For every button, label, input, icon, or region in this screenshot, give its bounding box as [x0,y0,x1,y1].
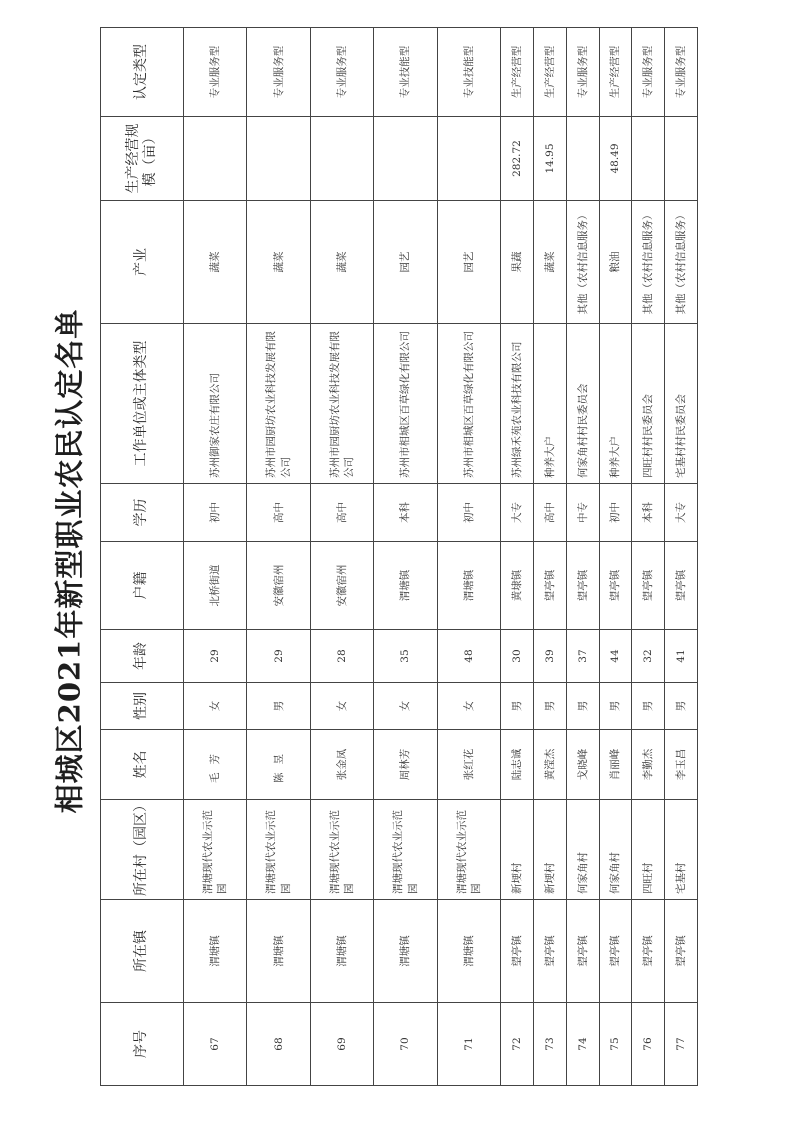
organization-cell: 苏州御家农庄有限公司 [184,324,247,484]
gender-cell: 男 [247,683,310,730]
type-cell: 生产经营型 [533,28,566,117]
education-cell: 高中 [533,484,566,542]
row-number: 73 [533,1003,566,1086]
name-cell: 李勤杰 [632,730,665,800]
industry-cell: 园艺 [437,201,500,324]
organization-cell: 苏州市相城区百草绿化有限公司 [374,324,437,484]
industry-cell: 园艺 [374,201,437,324]
age-cell: 48 [437,630,500,683]
name-cell: 黄滢杰 [533,730,566,800]
industry-cell: 果蔬 [501,201,534,324]
row-number: 77 [665,1003,698,1086]
header-cell: 序号 [101,1003,184,1086]
header-cell: 年龄 [101,630,184,683]
organization-cell: 苏州市园厨坊农业科技发展有限公司 [310,324,373,484]
header-cell: 认定类型 [101,28,184,117]
age-cell: 44 [599,630,632,683]
age-cell: 29 [247,630,310,683]
name-cell: 毛芳 [184,730,247,800]
table-row [501,28,534,1086]
organization-cell: 苏州市园厨坊农业科技发展有限公司 [247,324,310,484]
hukou-cell: 黄埭镇 [501,542,534,630]
roster-table [100,27,698,1086]
gender-cell: 男 [632,683,665,730]
town-cell: 望亭镇 [599,900,632,1003]
header-cell: 生产经营规模（亩） [101,117,184,201]
age-cell: 35 [374,630,437,683]
type-cell: 生产经营型 [599,28,632,117]
row-number: 72 [501,1003,534,1086]
education-cell: 初中 [437,484,500,542]
name-cell: 张金凤 [310,730,373,800]
town-cell: 望亭镇 [632,900,665,1003]
age-cell: 29 [184,630,247,683]
town-cell: 望亭镇 [533,900,566,1003]
row-number: 71 [437,1003,500,1086]
table-row [566,28,599,1086]
hukou-cell: 渭塘镇 [374,542,437,630]
village-cell: 新埂村 [501,800,534,900]
village-cell: 何家角村 [599,800,632,900]
industry-cell: 蔬菜 [184,201,247,324]
type-cell: 专业服务型 [665,28,698,117]
hukou-cell: 望亭镇 [599,542,632,630]
header-cell: 所在镇 [101,900,184,1003]
education-cell: 高中 [247,484,310,542]
age-cell: 37 [566,630,599,683]
education-cell: 本科 [632,484,665,542]
gender-cell: 女 [310,683,373,730]
type-cell: 专业服务型 [184,28,247,117]
name-cell: 肖丽峰 [599,730,632,800]
type-cell: 专业技能型 [437,28,500,117]
row-number: 75 [599,1003,632,1086]
education-cell: 高中 [310,484,373,542]
page-title: 相城区2021年新型职业农民认定名单 [52,308,87,814]
hukou-cell: 北桥街道 [184,542,247,630]
header-cell: 性别 [101,683,184,730]
scale-cell [665,117,698,201]
age-cell: 39 [533,630,566,683]
scale-cell [632,117,665,201]
gender-cell: 男 [533,683,566,730]
industry-cell: 其他（农村信息服务） [566,201,599,324]
row-number: 69 [310,1003,373,1086]
gender-cell: 男 [665,683,698,730]
town-cell: 渭塘镇 [374,900,437,1003]
education-cell: 大专 [665,484,698,542]
type-cell: 专业技能型 [374,28,437,117]
table-row [665,28,698,1086]
industry-cell: 蔬菜 [247,201,310,324]
village-cell: 宅基村 [665,800,698,900]
scale-cell [310,117,373,201]
village-cell: 何家角村 [566,800,599,900]
industry-cell: 其他（农村信息服务） [665,201,698,324]
name-cell: 陆志诚 [501,730,534,800]
header-cell: 户籍 [101,542,184,630]
name-cell: 戈晓峰 [566,730,599,800]
gender-cell: 男 [501,683,534,730]
organization-cell: 苏州市相城区百草绿化有限公司 [437,324,500,484]
scale-cell: 14.95 [533,117,566,201]
town-cell: 望亭镇 [501,900,534,1003]
age-cell: 28 [310,630,373,683]
education-cell: 中专 [566,484,599,542]
scale-cell [566,117,599,201]
town-cell: 渭塘镇 [247,900,310,1003]
hukou-cell: 安徽宿州 [247,542,310,630]
village-cell: 渭塘现代农业示范园 [310,800,373,900]
age-cell: 30 [501,630,534,683]
scale-cell: 282.72 [501,117,534,201]
town-cell: 渭塘镇 [437,900,500,1003]
village-cell: 新埂村 [533,800,566,900]
village-cell: 渭塘现代农业示范园 [184,800,247,900]
header-cell: 学历 [101,484,184,542]
village-cell: 渭塘现代农业示范园 [437,800,500,900]
industry-cell: 粮油 [599,201,632,324]
town-cell: 渭塘镇 [310,900,373,1003]
organization-cell: 宅基村村民委员会 [665,324,698,484]
education-cell: 初中 [599,484,632,542]
row-number: 68 [247,1003,310,1086]
village-cell: 渭塘现代农业示范园 [374,800,437,900]
education-cell: 初中 [184,484,247,542]
scale-cell: 48.49 [599,117,632,201]
name-cell: 李玉昌 [665,730,698,800]
industry-cell: 蔬菜 [533,201,566,324]
type-cell: 专业服务型 [247,28,310,117]
hukou-cell: 望亭镇 [533,542,566,630]
name-cell: 张红花 [437,730,500,800]
type-cell: 专业服务型 [310,28,373,117]
organization-cell: 苏州绿禾苑农业科技有限公司 [501,324,534,484]
scale-cell [374,117,437,201]
organization-cell: 四旺村村民委员会 [632,324,665,484]
organization-cell: 种养大户 [533,324,566,484]
table-row [310,28,373,1086]
hukou-cell: 安徽宿州 [310,542,373,630]
name-cell: 周林芳 [374,730,437,800]
town-cell: 望亭镇 [566,900,599,1003]
type-cell: 专业服务型 [566,28,599,117]
type-cell: 专业服务型 [632,28,665,117]
hukou-cell: 渭塘镇 [437,542,500,630]
row-number: 67 [184,1003,247,1086]
header-cell: 姓名 [101,730,184,800]
organization-cell: 种养大户 [599,324,632,484]
table-row [184,28,247,1086]
gender-cell: 女 [437,683,500,730]
row-number: 70 [374,1003,437,1086]
organization-cell: 何家角村村民委员会 [566,324,599,484]
age-cell: 32 [632,630,665,683]
town-cell: 望亭镇 [665,900,698,1003]
age-cell: 41 [665,630,698,683]
scale-cell [247,117,310,201]
hukou-cell: 望亭镇 [566,542,599,630]
scale-cell [437,117,500,201]
name-cell: 陈昱 [247,730,310,800]
table-row [599,28,632,1086]
gender-cell: 男 [566,683,599,730]
row-number: 76 [632,1003,665,1086]
table-row [247,28,310,1086]
header-row [101,28,184,1086]
town-cell: 渭塘镇 [184,900,247,1003]
hukou-cell: 望亭镇 [665,542,698,630]
education-cell: 本科 [374,484,437,542]
gender-cell: 女 [184,683,247,730]
village-cell: 四旺村 [632,800,665,900]
table-row [533,28,566,1086]
roster-table-container [100,28,698,1086]
education-cell: 大专 [501,484,534,542]
type-cell: 生产经营型 [501,28,534,117]
scale-cell [184,117,247,201]
table-row [437,28,500,1086]
village-cell: 渭塘现代农业示范园 [247,800,310,900]
header-cell: 产业 [101,201,184,324]
gender-cell: 男 [599,683,632,730]
industry-cell: 蔬菜 [310,201,373,324]
hukou-cell: 望亭镇 [632,542,665,630]
row-number: 74 [566,1003,599,1086]
header-cell: 工作单位或主体类型 [101,324,184,484]
header-cell: 所在村（园区） [101,800,184,900]
table-row [374,28,437,1086]
table-row [632,28,665,1086]
gender-cell: 女 [374,683,437,730]
industry-cell: 其他（农村信息服务） [632,201,665,324]
